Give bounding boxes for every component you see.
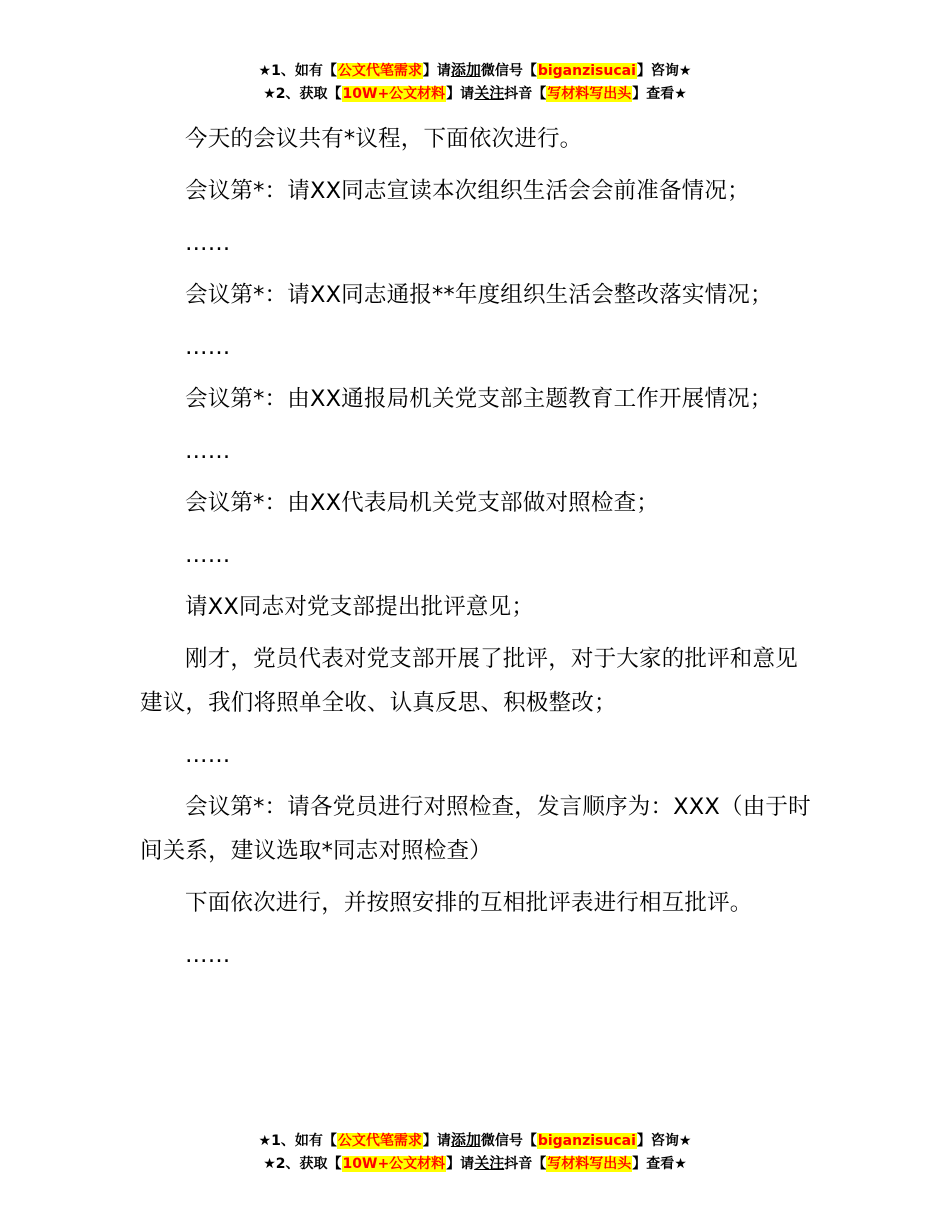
banner-line-1: ★1、如有【公文代笔需求】请添加微信号【biganzisucai】咨询★ [258,61,692,79]
paragraph: 会议第*：请XX同志通报**年度组织生活会整改落实情况； [185,282,773,308]
paragraph: …… [185,438,231,464]
banner-line-1: ★1、如有【公文代笔需求】请添加微信号【biganzisucai】咨询★ [258,1131,692,1149]
paragraph: 会议第*：由XX通报局机关党支部主题教育工作开展情况； [185,386,773,412]
banner-line-2: ★2、获取【10W+公文材料】请关注抖音【写材料写出头】查看★ [263,1154,687,1172]
paragraph: 下面依次进行，并按照安排的互相批评表进行相互批评。 [185,890,753,916]
paragraph: …… [185,542,231,568]
paragraph: …… [185,742,231,768]
header-banner [0,59,950,105]
highlight-ghostwriting: 公文代笔需求 [337,1133,422,1149]
document-body [140,117,812,977]
highlight-douyin: 写材料写出头 [547,1156,632,1172]
highlight-materials: 10W+公文材料 [342,86,446,102]
paragraph: …… [185,942,231,968]
paragraph: 会议第*：由XX代表局机关党支部做对照检查； [185,490,659,516]
highlight-douyin: 写材料写出头 [547,86,632,102]
paragraph: 请XX同志对党支部提出批评意见； [185,594,535,620]
paragraph: 会议第*：请XX同志宣读本次组织生活会会前准备情况； [185,178,750,204]
paragraph: …… [185,230,231,256]
highlight-wechat-id: biganzisucai [537,63,636,79]
banner-line-2: ★2、获取【10W+公文材料】请关注抖音【写材料写出头】查看★ [263,84,687,102]
footer-banner [0,1129,950,1175]
paragraph: …… [185,334,231,360]
paragraph: 刚才，党员代表对党支部开展了批评，对于大家的批评和意见建议，我们将照单全收、认真反思、积极整改； [140,646,798,716]
paragraph: 会议第*：请各党员进行对照检查，发言顺序为：XXX（由于时间关系，建议选取*同志对照检查） [140,794,811,864]
highlight-ghostwriting: 公文代笔需求 [337,63,422,79]
paragraph: 今天的会议共有*议程，下面依次进行。 [185,126,583,152]
highlight-materials: 10W+公文材料 [342,1156,446,1172]
highlight-wechat-id: biganzisucai [537,1133,636,1149]
